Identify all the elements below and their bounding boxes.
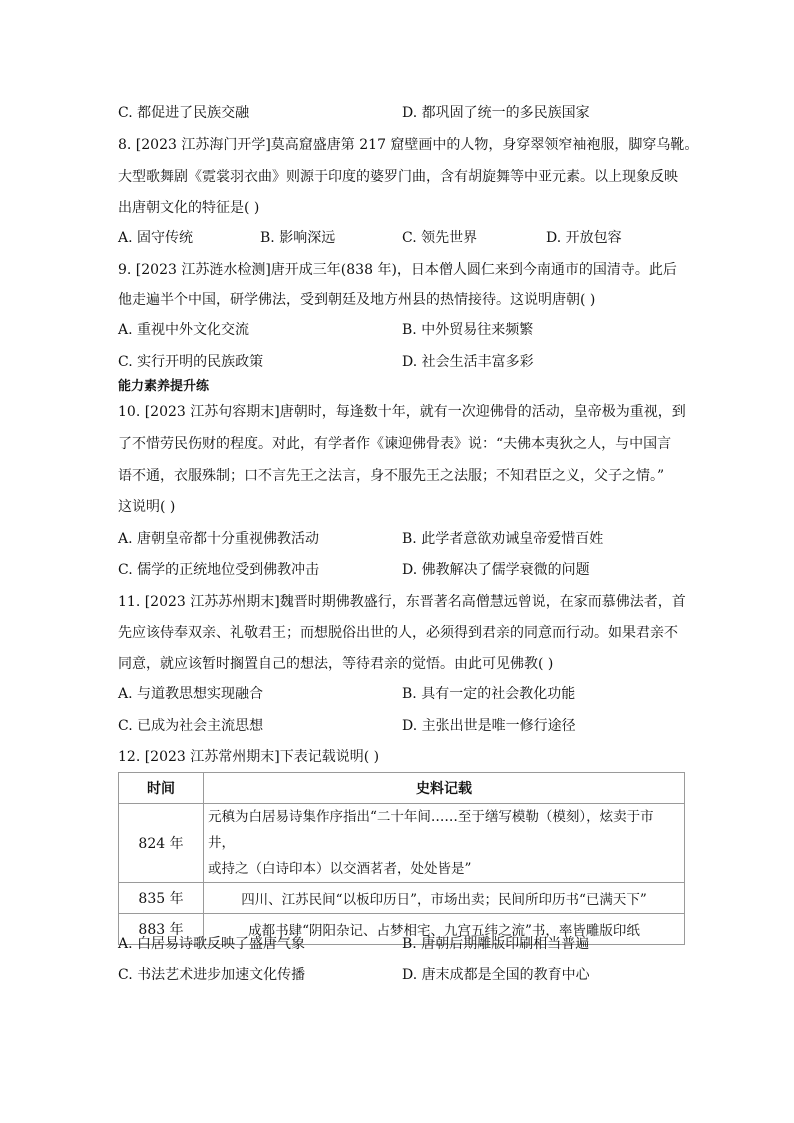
q12-option-d: D. 唐末成都是全国的教育中心 — [402, 967, 590, 983]
q9-option-d: D. 社会生活丰富多彩 — [402, 354, 534, 370]
q9-stem-line2: 他走遍半个中国，研学佛法，受到朝廷及地方州县的热情接待。这说明唐朝( ) — [118, 292, 596, 308]
section-heading: 能力素养提升练 — [118, 379, 210, 394]
q12-stem: 12. [2023 江苏常州期末]下表记载说明( ) — [118, 749, 380, 765]
q8-option-a: A. 固守传统 — [118, 230, 194, 246]
table-header-row — [119, 773, 685, 804]
q7-option-d: D. 都巩固了统一的多民族国家 — [402, 105, 590, 121]
q8-stem-line3: 出唐朝文化的特征是( ) — [118, 200, 260, 216]
q11-option-b: B. 具有一定的社会教化功能 — [402, 686, 576, 702]
q8-stem-line1: 8. [2023 江苏海门开学]莫高窟盛唐第 217 窟壁画中的人物，身穿翠领窄袖袍服，脚穿乌靴。 — [118, 137, 699, 153]
table-row — [119, 804, 685, 883]
table-cell-year: 824 年 — [119, 804, 204, 883]
q8-option-c: C. 领先世界 — [402, 230, 478, 246]
table-row — [119, 883, 685, 914]
q9-stem-line1: 9. [2023 江苏涟水检测]唐开成三年(838 年)，日本僧人圆仁来到今南通市的国清寺。此后 — [118, 262, 677, 278]
table-cell-record — [204, 804, 685, 883]
q10-option-d: D. 佛教解决了儒学衰微的问题 — [402, 562, 590, 578]
q10-stem-line2: 了不惜劳民伤财的程度。对此，有学者作《谏迎佛骨表》说：“夫佛本夷狄之人，与中国言 — [118, 436, 672, 452]
q10-option-a: A. 唐朝皇帝都十分重视佛教活动 — [118, 531, 320, 547]
table-cell-year: 835 年 — [119, 883, 204, 914]
q10-stem-line1: 10. [2023 江苏句容期末]唐朝时，每逢数十年，就有一次迎佛骨的活动，皇帝极为重视，到 — [118, 404, 686, 420]
q12-option-a: A. 白居易诗歌反映了盛唐气象 — [118, 936, 306, 952]
history-table — [118, 772, 685, 945]
table-cell-year: 883 年 — [119, 914, 204, 945]
table-header-time: 时间 — [119, 773, 204, 804]
q11-stem-line1: 11. [2023 江苏苏州期末]魏晋时期佛教盛行，东晋著名高僧慧远曾说，在家而慕佛法者，首 — [118, 594, 686, 610]
q9-option-a: A. 重视中外文化交流 — [118, 322, 250, 338]
q12-option-c: C. 书法艺术进步加速文化传播 — [118, 967, 306, 983]
q8-option-d: D. 开放包容 — [546, 230, 622, 246]
table-cell-record: 四川、江苏民间“以板印历日”，市场出卖；民间所印历书“已满天下” — [204, 883, 685, 914]
q11-option-a: A. 与道教思想实现融合 — [118, 686, 264, 702]
q10-stem-line3: 语不通，衣服殊制；口不言先王之法言，身不服先王之法服；不知君臣之义，父子之情。” — [118, 468, 665, 484]
record-line1: 元稹为白居易诗集作序指出“二十年间……至于缮写模勒（模刻），炫卖于市井， — [208, 809, 654, 851]
q9-option-c: C. 实行开明的民族政策 — [118, 354, 264, 370]
q10-stem-line4: 这说明( ) — [118, 499, 176, 515]
q11-option-d: D. 主张出世是唯一修行途径 — [402, 718, 576, 734]
q12-option-b: B. 唐朝后期雕版印刷相当普遍 — [402, 936, 590, 952]
q8-stem-line2: 大型歌舞剧《霓裳羽衣曲》则源于印度的婆罗门曲，含有胡旋舞等中亚元素。以上现象反映 — [118, 169, 678, 185]
q10-option-c: C. 儒学的正统地位受到佛教冲击 — [118, 562, 320, 578]
q9-option-b: B. 中外贸易往来频繁 — [402, 322, 534, 338]
table-header-record: 史料记载 — [204, 773, 685, 804]
record-line2: 或持之（白诗印本）以交酒茗者，处处皆是” — [208, 861, 472, 877]
q7-option-c: C. 都促进了民族交融 — [118, 105, 250, 121]
q10-option-b: B. 此学者意欲劝诫皇帝爱惜百姓 — [402, 531, 604, 547]
q11-stem-line3: 同意，就应该暂时搁置自己的想法，等待君亲的觉悟。由此可见佛教( ) — [118, 656, 554, 672]
table-cell-record: 成都书肆“阴阳杂记、占梦相宅、九宫五纬之流”书，率皆雕版印纸 — [204, 914, 685, 945]
q11-option-c: C. 已成为社会主流思想 — [118, 718, 264, 734]
q8-option-b: B. 影响深远 — [260, 230, 336, 246]
q11-stem-line2: 先应该侍奉双亲、礼敬君王；而想脱俗出世的人，必须得到君亲的同意而行动。如果君亲不 — [118, 625, 678, 641]
